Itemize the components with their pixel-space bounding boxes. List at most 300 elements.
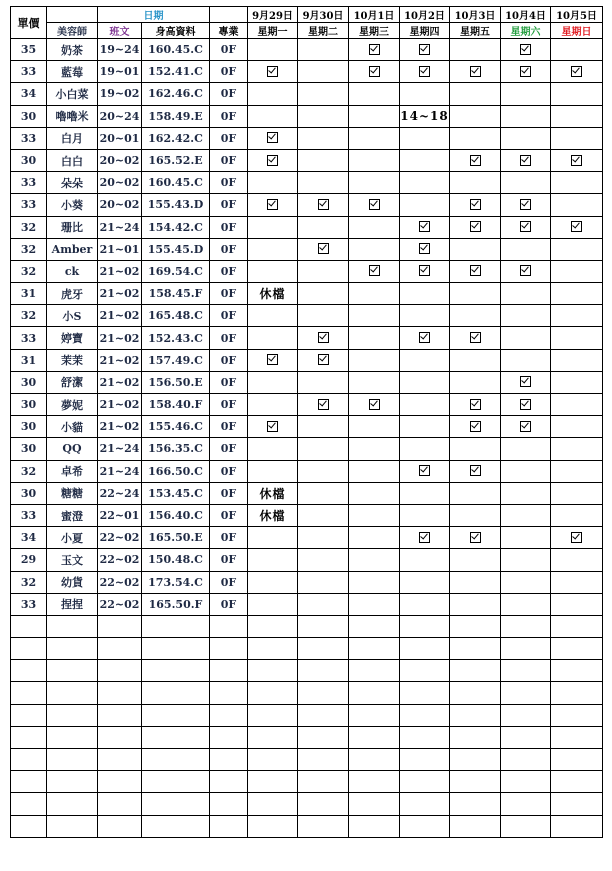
- day-cell: [349, 216, 400, 238]
- empty-cell: [551, 771, 603, 793]
- empty-cell: [248, 704, 298, 726]
- day-cell-checked: [349, 194, 400, 216]
- empty-cell: [400, 615, 450, 637]
- day-cell: [400, 305, 450, 327]
- name-cell: Amber: [47, 238, 98, 260]
- price-cell: 33: [11, 504, 47, 526]
- table-row: [11, 571, 603, 593]
- checkbox-checked-icon: [520, 155, 531, 166]
- class-cell: 19~01: [98, 61, 142, 83]
- day-cell-checked: [501, 416, 551, 438]
- table-row: [11, 416, 603, 438]
- day-cell-checked: [248, 349, 298, 371]
- price-cell: 33: [11, 61, 47, 83]
- day-cell-note: [248, 283, 298, 305]
- day-cell: [248, 593, 298, 615]
- checkbox-checked-icon: [520, 66, 531, 77]
- day-cell: [450, 39, 501, 61]
- empty-cell: [450, 638, 501, 660]
- day-cell: [349, 283, 400, 305]
- day-cell: [551, 438, 603, 460]
- empty-cell: [142, 660, 210, 682]
- empty-cell: [98, 726, 142, 748]
- empty-cell: [11, 660, 47, 682]
- day-cell: [298, 216, 349, 238]
- day-cell: [400, 172, 450, 194]
- empty-cell: [47, 726, 98, 748]
- price-cell: 33: [11, 327, 47, 349]
- price-cell: 30: [11, 149, 47, 171]
- price-cell: 32: [11, 260, 47, 282]
- day-cell: [248, 549, 298, 571]
- empty-cell: [298, 638, 349, 660]
- name-cell: 白白: [47, 149, 98, 171]
- day-cell: [501, 105, 551, 127]
- price-cell: 30: [11, 371, 47, 393]
- checkbox-checked-icon: [419, 265, 430, 276]
- empty-cell: [248, 749, 298, 771]
- weekday-label: 星期二: [298, 23, 349, 39]
- empty-cell: [349, 726, 400, 748]
- name-cell: 卓希: [47, 460, 98, 482]
- empty-cell: [551, 815, 603, 837]
- body-cell: 162.42.C: [142, 127, 210, 149]
- pro-header: 專業: [210, 23, 248, 39]
- schedule-table: [10, 6, 603, 838]
- date-label: 10月4日: [501, 7, 551, 23]
- table-row: [11, 438, 603, 460]
- day-cell-checked: [501, 371, 551, 393]
- body-cell: 153.45.C: [142, 482, 210, 504]
- day-cell: [501, 283, 551, 305]
- empty-cell: [450, 615, 501, 637]
- table-row: [11, 394, 603, 416]
- day-cell-checked: [248, 194, 298, 216]
- table-row: [11, 504, 603, 526]
- empty-cell: [210, 660, 248, 682]
- class-cell: 21~02: [98, 349, 142, 371]
- body-cell: 158.45.F: [142, 283, 210, 305]
- day-cell: [248, 327, 298, 349]
- checkbox-checked-icon: [470, 399, 481, 410]
- empty-cell: [551, 682, 603, 704]
- price-cell: 32: [11, 238, 47, 260]
- day-cell: [501, 571, 551, 593]
- day-cell: [450, 238, 501, 260]
- checkbox-checked-icon: [369, 265, 380, 276]
- day-cell: [298, 593, 349, 615]
- empty-cell: [98, 771, 142, 793]
- price-cell: 29: [11, 549, 47, 571]
- empty-row: [11, 615, 603, 637]
- day-cell: [298, 482, 349, 504]
- day-cell: [551, 593, 603, 615]
- name-cell: 藍莓: [47, 61, 98, 83]
- class-cell: 21~02: [98, 416, 142, 438]
- day-cell: [551, 260, 603, 282]
- empty-cell: [142, 682, 210, 704]
- day-cell-checked: [551, 149, 603, 171]
- day-cell-checked: [450, 527, 501, 549]
- price-cell: 31: [11, 283, 47, 305]
- table-row: [11, 371, 603, 393]
- pro-cell: 0F: [210, 83, 248, 105]
- price-cell: 30: [11, 105, 47, 127]
- day-cell-checked: [450, 416, 501, 438]
- day-cell: [551, 394, 603, 416]
- day-cell-checked: [551, 216, 603, 238]
- empty-cell: [349, 749, 400, 771]
- day-cell-checked: [450, 149, 501, 171]
- table-row: [11, 216, 603, 238]
- day-cell: [349, 238, 400, 260]
- day-cell: [450, 438, 501, 460]
- class-header: 班文: [98, 23, 142, 39]
- day-cell: [298, 39, 349, 61]
- empty-cell: [210, 704, 248, 726]
- empty-cell: [501, 660, 551, 682]
- empty-cell: [349, 771, 400, 793]
- table-row: [11, 39, 603, 61]
- price-cell: 32: [11, 460, 47, 482]
- class-cell: 21~02: [98, 283, 142, 305]
- day-cell-note: [400, 105, 450, 127]
- day-cell-checked: [298, 194, 349, 216]
- empty-cell: [47, 682, 98, 704]
- day-cell: [450, 504, 501, 526]
- empty-cell: [450, 793, 501, 815]
- day-cell-checked: [400, 61, 450, 83]
- body-cell: 155.43.D: [142, 194, 210, 216]
- checkbox-checked-icon: [267, 421, 278, 432]
- day-cell: [501, 593, 551, 615]
- empty-cell: [248, 682, 298, 704]
- day-cell: [349, 593, 400, 615]
- weekday-label-saturday: 星期六: [501, 23, 551, 39]
- pro-cell: 0F: [210, 327, 248, 349]
- empty-cell: [248, 793, 298, 815]
- day-cell: [400, 149, 450, 171]
- name-cell: 珊比: [47, 216, 98, 238]
- name-cell: 夢妮: [47, 394, 98, 416]
- day-cell: [501, 83, 551, 105]
- table-row: [11, 83, 603, 105]
- day-cell-checked: [400, 216, 450, 238]
- day-cell: [349, 504, 400, 526]
- table-row: [11, 305, 603, 327]
- checkbox-checked-icon: [571, 221, 582, 232]
- class-cell: 21~02: [98, 305, 142, 327]
- empty-row: [11, 771, 603, 793]
- empty-cell: [98, 615, 142, 637]
- day-cell: [298, 460, 349, 482]
- name-cell: 小S: [47, 305, 98, 327]
- class-cell: 21~02: [98, 260, 142, 282]
- checkbox-checked-icon: [369, 66, 380, 77]
- pro-cell: 0F: [210, 283, 248, 305]
- day-cell-checked: [298, 349, 349, 371]
- pro-cell: 0F: [210, 305, 248, 327]
- day-cell: [248, 371, 298, 393]
- day-cell: [298, 571, 349, 593]
- day-cell: [349, 416, 400, 438]
- day-cell: [248, 39, 298, 61]
- price-cell: 33: [11, 593, 47, 615]
- day-cell: [450, 172, 501, 194]
- pro-cell: 0F: [210, 349, 248, 371]
- price-cell: 32: [11, 571, 47, 593]
- day-cell: [248, 172, 298, 194]
- empty-cell: [142, 793, 210, 815]
- empty-cell: [349, 615, 400, 637]
- checkbox-checked-icon: [520, 421, 531, 432]
- empty-cell: [47, 660, 98, 682]
- empty-cell: [11, 682, 47, 704]
- checkbox-checked-icon: [470, 421, 481, 432]
- empty-cell: [501, 771, 551, 793]
- day-cell-checked: [400, 460, 450, 482]
- empty-cell: [400, 726, 450, 748]
- checkbox-checked-icon: [369, 399, 380, 410]
- body-cell: 155.46.C: [142, 416, 210, 438]
- day-cell-note: [248, 482, 298, 504]
- checkbox-checked-icon: [571, 532, 582, 543]
- empty-cell: [98, 638, 142, 660]
- empty-cell: [349, 793, 400, 815]
- class-cell: 21~24: [98, 438, 142, 460]
- table-row: [11, 238, 603, 260]
- day-cell: [551, 172, 603, 194]
- checkbox-checked-icon: [318, 354, 329, 365]
- empty-cell: [142, 726, 210, 748]
- day-note: 休檔: [259, 509, 286, 524]
- name-cell: 舒潔: [47, 371, 98, 393]
- day-cell: [450, 305, 501, 327]
- empty-cell: [11, 704, 47, 726]
- empty-cell: [450, 749, 501, 771]
- checkbox-checked-icon: [267, 132, 278, 143]
- day-cell-checked: [248, 61, 298, 83]
- day-cell-checked: [298, 238, 349, 260]
- date-label: 10月5日: [551, 7, 603, 23]
- empty-cell: [349, 815, 400, 837]
- day-note: 14~18: [400, 109, 449, 124]
- price-cell: 34: [11, 83, 47, 105]
- day-cell: [400, 127, 450, 149]
- empty-cell: [47, 771, 98, 793]
- day-cell: [501, 527, 551, 549]
- table-row: [11, 593, 603, 615]
- day-cell: [349, 371, 400, 393]
- day-cell: [349, 149, 400, 171]
- day-cell: [551, 127, 603, 149]
- class-cell: 21~02: [98, 371, 142, 393]
- empty-cell: [210, 682, 248, 704]
- table-row: [11, 61, 603, 83]
- class-cell: 22~01: [98, 504, 142, 526]
- empty-cell: [450, 704, 501, 726]
- name-cell: 奶茶: [47, 39, 98, 61]
- day-cell: [298, 549, 349, 571]
- empty-cell: [551, 793, 603, 815]
- day-cell: [400, 549, 450, 571]
- day-cell: [450, 83, 501, 105]
- class-cell: 19~02: [98, 83, 142, 105]
- checkbox-checked-icon: [318, 243, 329, 254]
- empty-row: [11, 726, 603, 748]
- day-cell-checked: [551, 61, 603, 83]
- day-cell-checked: [248, 416, 298, 438]
- empty-cell: [501, 704, 551, 726]
- weekday-label-sunday: 星期日: [551, 23, 603, 39]
- price-cell: 30: [11, 438, 47, 460]
- pro-cell: 0F: [210, 482, 248, 504]
- day-cell-checked: [501, 216, 551, 238]
- day-cell-checked: [551, 527, 603, 549]
- empty-cell: [142, 615, 210, 637]
- date-label: 9月30日: [298, 7, 349, 23]
- pro-cell: 0F: [210, 39, 248, 61]
- empty-cell: [501, 815, 551, 837]
- header-blank: [47, 7, 98, 23]
- checkbox-checked-icon: [419, 44, 430, 55]
- day-cell-checked: [501, 39, 551, 61]
- checkbox-checked-icon: [470, 199, 481, 210]
- day-cell-checked: [349, 39, 400, 61]
- date-label: 10月1日: [349, 7, 400, 23]
- name-header: 美容師: [47, 23, 98, 39]
- day-cell: [551, 83, 603, 105]
- day-cell: [248, 305, 298, 327]
- empty-cell: [248, 638, 298, 660]
- empty-cell: [98, 682, 142, 704]
- pro-cell: 0F: [210, 571, 248, 593]
- body-cell: 166.50.C: [142, 460, 210, 482]
- day-cell-checked: [248, 149, 298, 171]
- empty-cell: [98, 704, 142, 726]
- table-row: [11, 349, 603, 371]
- day-cell-note: [248, 504, 298, 526]
- pro-cell: 0F: [210, 593, 248, 615]
- day-cell: [501, 482, 551, 504]
- weekday-label: 星期四: [400, 23, 450, 39]
- day-cell-checked: [450, 260, 501, 282]
- empty-cell: [47, 615, 98, 637]
- date-label: 10月2日: [400, 7, 450, 23]
- day-cell: [450, 371, 501, 393]
- checkbox-checked-icon: [318, 399, 329, 410]
- checkbox-checked-icon: [571, 155, 582, 166]
- checkbox-checked-icon: [419, 66, 430, 77]
- checkbox-checked-icon: [369, 44, 380, 55]
- day-cell-checked: [400, 260, 450, 282]
- checkbox-checked-icon: [520, 199, 531, 210]
- name-cell: 婷寶: [47, 327, 98, 349]
- table-row: [11, 172, 603, 194]
- day-cell: [298, 438, 349, 460]
- name-cell: QQ: [47, 438, 98, 460]
- empty-cell: [298, 704, 349, 726]
- day-cell-checked: [400, 238, 450, 260]
- empty-cell: [400, 704, 450, 726]
- day-cell-checked: [450, 61, 501, 83]
- table-row: [11, 105, 603, 127]
- empty-cell: [11, 638, 47, 660]
- day-cell: [551, 460, 603, 482]
- weekday-label: 星期一: [248, 23, 298, 39]
- class-cell: 22~02: [98, 593, 142, 615]
- empty-row: [11, 815, 603, 837]
- pro-cell: 0F: [210, 216, 248, 238]
- day-cell: [501, 504, 551, 526]
- date-header: 日期: [98, 7, 210, 23]
- day-cell-checked: [450, 327, 501, 349]
- body-cell: 165.50.E: [142, 527, 210, 549]
- day-cell: [349, 527, 400, 549]
- day-cell-checked: [501, 394, 551, 416]
- name-cell: 嚕嚕米: [47, 105, 98, 127]
- day-cell-checked: [298, 394, 349, 416]
- day-cell: [349, 105, 400, 127]
- empty-cell: [11, 815, 47, 837]
- pro-cell: 0F: [210, 172, 248, 194]
- body-cell: 165.50.F: [142, 593, 210, 615]
- empty-cell: [298, 726, 349, 748]
- pro-cell: 0F: [210, 105, 248, 127]
- day-cell: [349, 127, 400, 149]
- name-cell: 小葵: [47, 194, 98, 216]
- day-cell: [400, 194, 450, 216]
- day-cell-checked: [400, 39, 450, 61]
- class-cell: 21~02: [98, 327, 142, 349]
- day-cell-checked: [298, 327, 349, 349]
- pro-cell: 0F: [210, 194, 248, 216]
- day-cell: [349, 83, 400, 105]
- day-cell: [298, 61, 349, 83]
- day-cell-checked: [450, 394, 501, 416]
- day-cell: [248, 460, 298, 482]
- class-cell: 22~24: [98, 482, 142, 504]
- day-cell: [551, 39, 603, 61]
- day-cell: [400, 482, 450, 504]
- price-cell: 35: [11, 39, 47, 61]
- class-cell: 21~24: [98, 216, 142, 238]
- day-cell: [349, 438, 400, 460]
- body-cell: 169.54.C: [142, 260, 210, 282]
- day-cell: [501, 438, 551, 460]
- checkbox-checked-icon: [470, 221, 481, 232]
- pro-cell: 0F: [210, 416, 248, 438]
- day-cell: [450, 283, 501, 305]
- checkbox-checked-icon: [520, 399, 531, 410]
- table-row: [11, 260, 603, 282]
- day-cell-checked: [400, 327, 450, 349]
- body-cell: 160.45.C: [142, 39, 210, 61]
- checkbox-checked-icon: [520, 221, 531, 232]
- checkbox-checked-icon: [267, 354, 278, 365]
- body-cell: 165.52.E: [142, 149, 210, 171]
- name-cell: 朵朵: [47, 172, 98, 194]
- day-cell: [298, 305, 349, 327]
- body-cell: 173.54.C: [142, 571, 210, 593]
- empty-row: [11, 704, 603, 726]
- class-cell: 20~02: [98, 194, 142, 216]
- pro-cell: 0F: [210, 394, 248, 416]
- day-cell: [349, 549, 400, 571]
- checkbox-checked-icon: [520, 376, 531, 387]
- name-cell: 小貓: [47, 416, 98, 438]
- table-row: [11, 149, 603, 171]
